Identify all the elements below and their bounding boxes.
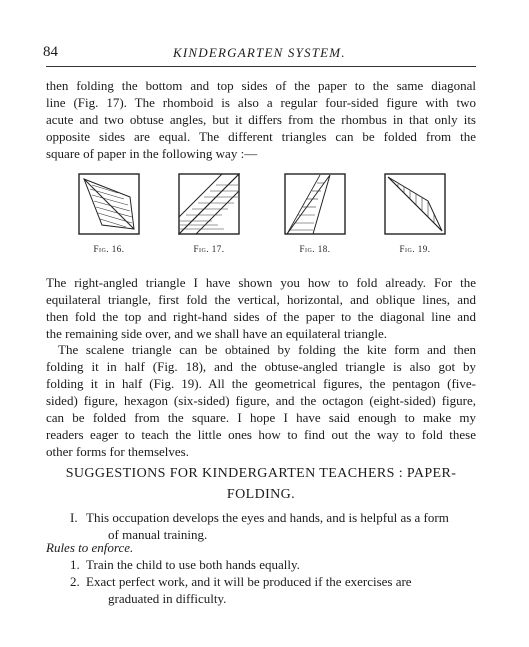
item-number: 2. [70,574,80,589]
text-line: The scalene triangle can be obtained by folding the kite form and then [58,342,476,357]
paragraph-rhomboid [46,77,476,162]
text-line: equilateral triangle, first fold the vertical, horizontal, and oblique lines, and [46,292,476,307]
figure-caption: Fig. 16. [93,244,125,254]
text-line: graduated in difficulty. [108,591,227,606]
text-line: folding it in half (Fig. 19). All the geometrical figures, the pentagon (five- [46,376,476,391]
header-rule [46,66,476,67]
text-line: the remaining side over, and we shall have an equilateral triangle. [46,326,387,341]
text-line: line (Fig. 17). The rhomboid is also a regular four-sided figure with two [46,95,476,110]
paragraph-scalene [46,341,476,460]
figure-18 [270,170,360,255]
list-item [70,573,478,607]
text-line: This occupation develops the eyes and hands, and is helpful as a form [86,510,449,525]
heading-line: SUGGESTIONS FOR KINDERGARTEN TEACHERS : PAPER- [65,466,457,481]
rhomboid-fold-diagram [178,173,240,235]
figure-row [46,170,476,255]
text-line: acute and two obtuse angles, but it differs from the rhombus in that only its [46,112,476,127]
text-line: Exact perfect work, and it will be produced if the exercises are [86,574,412,589]
item-number: 1. [70,557,80,572]
figure-16 [64,170,154,255]
paragraph-equilateral [46,274,476,342]
figure-caption: Fig. 18. [299,244,331,254]
text-line: opposite sides are equal. The different triangles can be folded from the [46,129,476,144]
heading-line: FOLDING. [226,487,296,502]
figure-17 [164,170,254,255]
list-item [70,556,478,573]
text-line: can be folded from the square. I hope I have said enough to make my [46,410,476,425]
text-line: Train the child to use both hands equally. [86,557,300,572]
list-item [70,509,478,543]
figure-caption: Fig. 19. [399,244,431,254]
section-heading [46,463,476,505]
text-line: square of paper in the following way :— [46,146,258,161]
page-header [43,44,479,64]
text-line: then fold the top and right-hand sides of the paper to the diagonal line and [46,309,476,324]
scalene-triangle-diagram [284,173,346,235]
text-line: of manual training. [108,527,208,542]
text-line: The right-angled triangle I have shown you how to fold already. For the [46,275,476,290]
text-line: folding it in half (Fig. 18), and the obtuse-angled triangle is also got by [46,359,476,374]
kite-fold-diagram [78,173,140,235]
rules-label: Rules to enforce. [46,540,134,555]
item-number: I. [70,510,78,525]
figure-caption: Fig. 17. [193,244,225,254]
text-line: readers eager to teach the little ones how to find out the way to fold these [46,427,476,442]
running-title: KINDERGARTEN SYSTEM. [173,45,346,60]
text-line: other forms for themselves. [46,444,189,459]
text-line: then folding the bottom and top sides of the paper to the same diagonal [46,78,476,93]
text-line: sided) figure, hexagon (six-sided) figure, and the octagon (eight-sided) figure, [46,393,476,408]
obtuse-triangle-diagram [384,173,446,235]
page-number: 84 [43,44,58,60]
figure-19 [370,170,460,255]
